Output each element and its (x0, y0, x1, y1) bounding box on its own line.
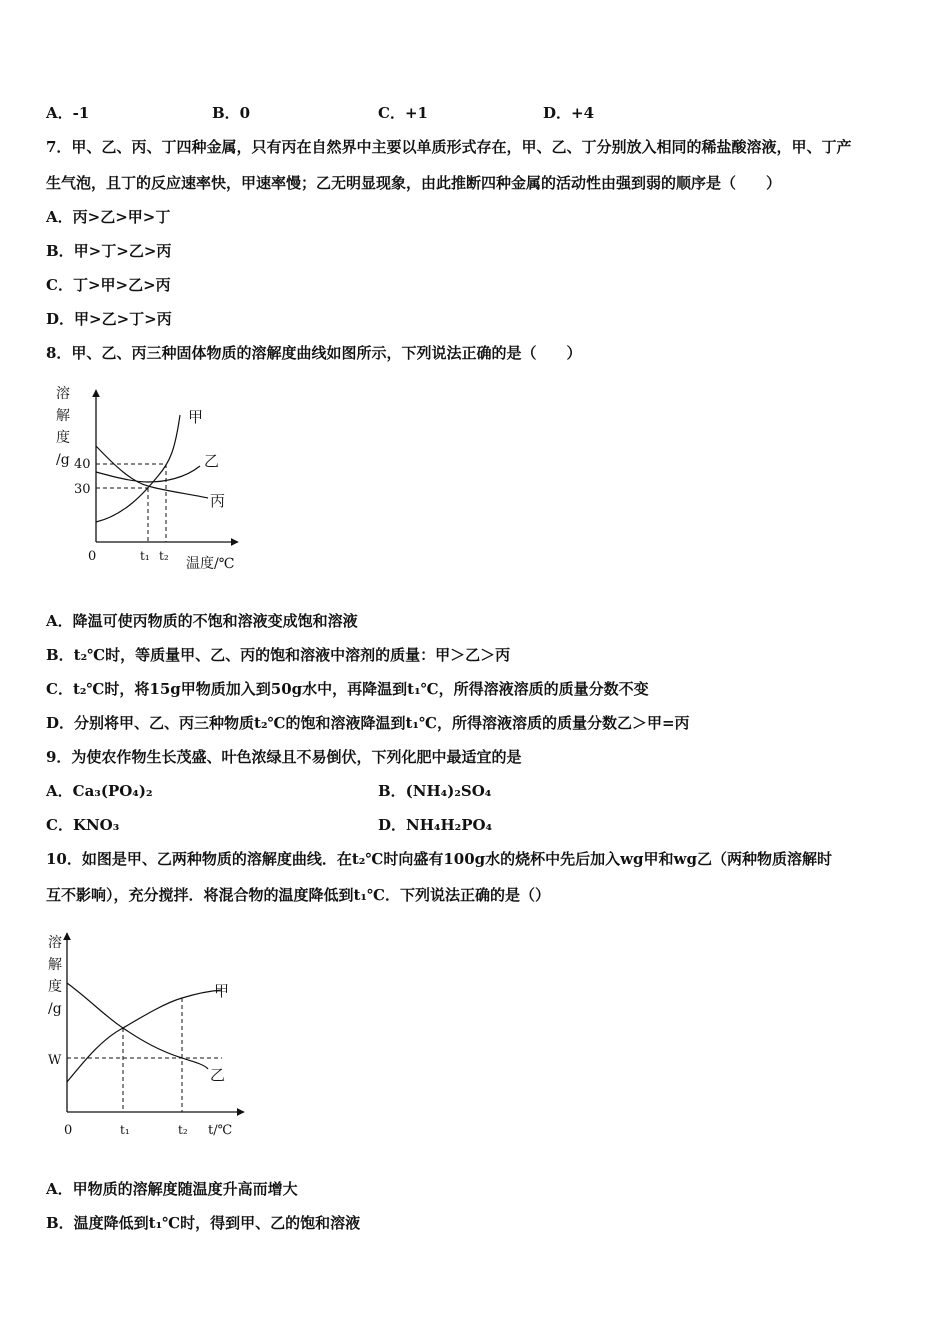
q8-xtick-t1: t₁ (140, 549, 150, 563)
q10-stem-line1: 10．如图是甲、乙两种物质的溶解度曲线．在t₂℃时向盛有100g水的烧杯中先后加入wg甲和wg乙（两种物质溶解时 (46, 850, 832, 868)
q10-ylabel-char2: 解 (48, 957, 62, 973)
q8-option-a: A．降温可使丙物质的不饱和溶液变成饱和溶液 (46, 612, 358, 630)
q8-option-d: D．分别将甲、乙、丙三种物质t₂℃的饱和溶液降温到t₁℃，所得溶液溶质的质量分数乙＞甲=丙 (46, 714, 690, 732)
q10-label-yi: 乙 (210, 1066, 226, 1084)
q8-xlabel: 温度/℃ (186, 556, 235, 572)
q7-stem-line1: 7．甲、乙、丙、丁四种金属，只有丙在自然界中主要以单质形式存在，甲、乙、丁分别放入相同的稀盐酸溶液，甲、丁产 (46, 138, 852, 156)
q8-ytick-40: 40 (74, 457, 91, 472)
q8-option-c: C．t₂℃时，将15g甲物质加入到50g水中，再降温到t₁℃，所得溶液溶质的质量分数不变 (46, 680, 649, 698)
q8-ytick-30: 30 (74, 482, 91, 497)
q7-option-b: B．甲>丁>乙>丙 (46, 242, 172, 260)
q7-option-c: C．丁>甲>乙>丙 (46, 276, 171, 294)
q8-curve-jia (96, 415, 180, 522)
q8-ylabel-char2: 解 (56, 408, 70, 424)
q8-xtick-t2: t₂ (159, 549, 169, 563)
q10-curve-jia (67, 990, 222, 1082)
q10-option-b: B．温度降低到t₁℃时，得到甲、乙的饱和溶液 (46, 1214, 361, 1232)
q10-ylabel-char4: /g (48, 1001, 62, 1017)
q8-ylabel-char4: /g (56, 452, 70, 468)
q8-ylabel-char1: 溶 (56, 386, 70, 402)
q9-option-b: B．(NH₄)₂SO₄ (378, 782, 492, 800)
q10-ylabel-char1: 溶 (48, 935, 62, 951)
q9-option-a: A．Ca₃(PO₄)₂ (46, 782, 153, 800)
q10-curve-yi (67, 983, 208, 1069)
q10-ytick-w: W (48, 1053, 62, 1068)
q7-option-d: D．甲>乙>丁>丙 (46, 310, 172, 328)
q8-origin: 0 (88, 549, 97, 564)
q10-xlabel: t/℃ (208, 1123, 233, 1138)
q8-stem: 8．甲、乙、丙三种固体物质的溶解度曲线如图所示，下列说法正确的是（ ） (46, 344, 582, 362)
q8-label-bing: 丙 (210, 492, 226, 510)
q7-option-a: A．丙>乙>甲>丁 (46, 208, 171, 226)
q6-option-a: A．-1 (46, 104, 90, 122)
q9-stem: 9．为使农作物生长茂盛、叶色浓绿且不易倒伏，下列化肥中最适宜的是 (46, 748, 522, 766)
q9-option-d: D．NH₄H₂PO₄ (378, 816, 493, 834)
q10-ylabel-char3: 度 (48, 979, 62, 995)
q6-option-b: B．0 (212, 104, 251, 122)
q10-solubility-figure (40, 925, 260, 1145)
q10-label-jia: 甲 (214, 982, 230, 1000)
q7-stem-line2: 生气泡，且丁的反应速率快，甲速率慢；乙无明显现象，由此推断四种金属的活动性由强到弱的顺序是（ ） (46, 174, 782, 192)
q8-curve-yi (96, 466, 200, 482)
q6-option-d: D．+4 (543, 104, 595, 122)
q8-ylabel-char3: 度 (56, 430, 70, 446)
q9-option-c: C．KNO₃ (46, 816, 120, 834)
q8-option-b: B．t₂℃时，等质量甲、乙、丙的饱和溶液中溶剂的质量：甲＞乙＞丙 (46, 646, 511, 664)
q8-solubility-figure (40, 380, 260, 580)
q10-origin: 0 (64, 1123, 73, 1138)
q6-option-c: C．+1 (378, 104, 428, 122)
q10-option-a: A．甲物质的溶解度随温度升高而增大 (46, 1180, 298, 1198)
q10-xtick-t2: t₂ (178, 1123, 188, 1137)
q8-label-yi: 乙 (204, 452, 220, 470)
q8-label-jia: 甲 (188, 408, 204, 426)
q10-stem-line2: 互不影响），充分搅拌．将混合物的温度降低到t₁℃．下列说法正确的是（） (46, 886, 550, 904)
q10-xtick-t1: t₁ (120, 1123, 130, 1137)
